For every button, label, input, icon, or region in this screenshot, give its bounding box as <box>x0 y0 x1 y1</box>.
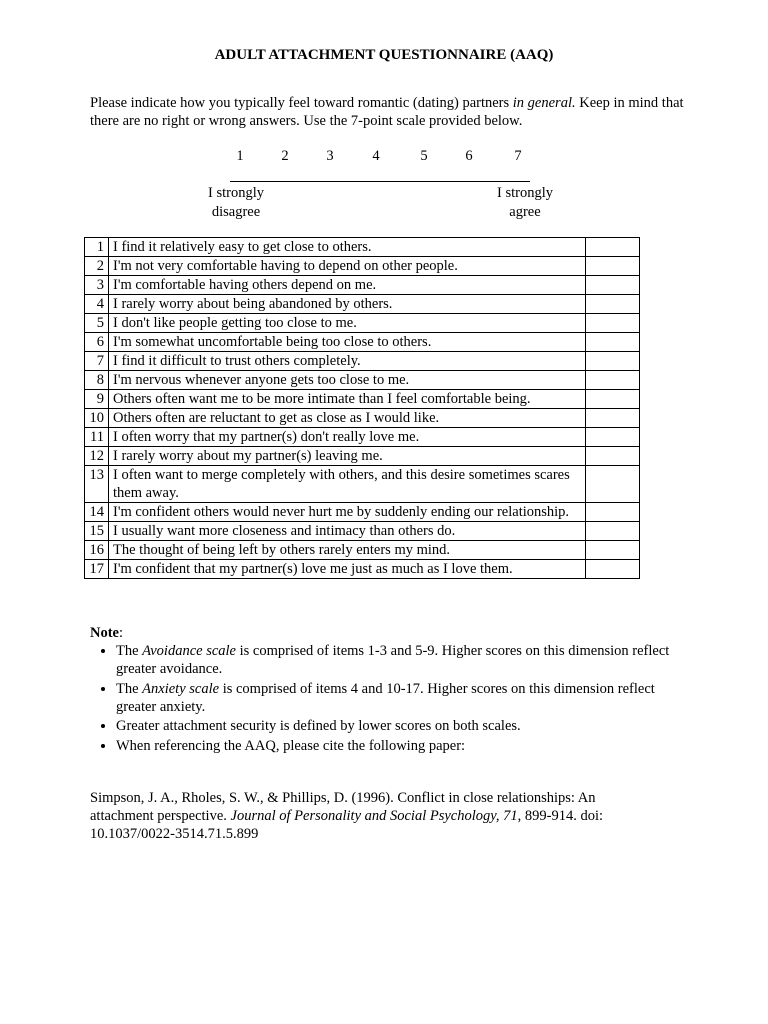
item-text: I'm comfortable having others depend on me. <box>109 276 586 295</box>
avoidance-scale-term: Avoidance scale <box>142 643 236 659</box>
questionnaire-table <box>84 237 640 579</box>
note-text: is comprised of items 1-3 and 5-9. Higher scores on this dimension reflect greater avoidance. <box>116 643 670 677</box>
note-list <box>90 642 690 755</box>
scale-point-7: 7 <box>514 148 522 164</box>
list-item <box>116 680 690 716</box>
scale-point-1: 1 <box>236 148 244 164</box>
response-cell[interactable] <box>586 447 640 466</box>
citation-journal: Journal of Personality and Social Psychology, 71 <box>230 808 518 824</box>
item-number: 14 <box>85 503 109 522</box>
item-number: 4 <box>85 295 109 314</box>
item-number: 7 <box>85 352 109 371</box>
note-label: Note <box>90 625 119 641</box>
table-row <box>85 295 640 314</box>
list-item <box>116 642 690 678</box>
table-row <box>85 522 640 541</box>
item-text: I usually want more closeness and intimacy than others do. <box>109 522 586 541</box>
item-text: I often worry that my partner(s) don't really love me. <box>109 428 586 447</box>
citation-authors: Simpson, J. A., Rholes, S. W., & Phillips, D. (1996). Conflict in close relationships: An attachment perspective. <box>90 790 596 824</box>
scale-label-disagree-line2: disagree <box>211 204 261 220</box>
scale-point-3: 3 <box>326 148 334 164</box>
instructions <box>90 94 690 130</box>
item-number: 15 <box>85 522 109 541</box>
note-text: The <box>116 643 143 659</box>
scale-point-5: 5 <box>420 148 428 164</box>
table-row <box>85 560 640 579</box>
list-item: • Greater attachment security is defined by lower scores on both scales. <box>116 717 690 735</box>
table-row <box>85 333 640 352</box>
response-cell[interactable] <box>586 466 640 503</box>
note-section <box>90 624 690 756</box>
table-row <box>85 390 640 409</box>
item-text: I'm confident that my partner(s) love me just as much as I love them. <box>109 560 586 579</box>
response-cell[interactable] <box>586 295 640 314</box>
table-row <box>85 428 640 447</box>
note-text: is comprised of items 4 and 10-17. Higher scores on this dimension reflect greater anxiety. <box>116 680 655 715</box>
item-number: 13 <box>85 466 109 503</box>
item-text: The thought of being left by others rarely enters my mind. <box>109 541 586 560</box>
scale-label-agree-line2: agree <box>509 204 541 220</box>
response-cell[interactable] <box>586 503 640 522</box>
item-text: Others often are reluctant to get as close as I would like. <box>109 409 586 428</box>
item-number: 3 <box>85 276 109 295</box>
item-text: Others often want me to be more intimate than I feel comfortable being. <box>109 390 586 409</box>
scale-point-6: 6 <box>465 148 473 164</box>
response-cell[interactable] <box>586 390 640 409</box>
item-text: I rarely worry about being abandoned by others. <box>109 295 586 314</box>
item-text: I'm somewhat uncomfortable being too close to others. <box>109 333 586 352</box>
item-text: I'm nervous whenever anyone gets too close to me. <box>109 371 586 390</box>
scale-point-2: 2 <box>281 148 289 164</box>
response-cell[interactable] <box>586 428 640 447</box>
response-cell[interactable] <box>586 333 640 352</box>
list-item: • When referencing the AAQ, please cite the following paper: <box>116 737 690 755</box>
table-row <box>85 257 640 276</box>
response-cell[interactable] <box>586 409 640 428</box>
item-number: 6 <box>85 333 109 352</box>
item-text: I often want to merge completely with others, and this desire sometimes scares them away. <box>109 466 586 503</box>
table-row <box>85 541 640 560</box>
table-row <box>85 409 640 428</box>
instructions-text-start: Please indicate how you typically feel toward romantic (dating) partners <box>90 95 513 111</box>
item-number: 1 <box>85 238 109 257</box>
table-row <box>85 466 640 503</box>
item-number: 9 <box>85 390 109 409</box>
scale-label-disagree <box>200 184 272 222</box>
table-row <box>85 352 640 371</box>
item-number: 16 <box>85 541 109 560</box>
item-text: I find it relatively easy to get close to others. <box>109 238 586 257</box>
table-row <box>85 503 640 522</box>
response-cell[interactable] <box>586 522 640 541</box>
response-cell[interactable] <box>586 314 640 333</box>
note-text: The <box>116 680 143 697</box>
table-row <box>85 238 640 257</box>
instructions-emphasis: in general. <box>512 95 576 111</box>
item-number: 5 <box>85 314 109 333</box>
response-cell[interactable] <box>586 541 640 560</box>
item-text: I'm confident others would never hurt me by suddenly ending our relationship. <box>109 503 586 522</box>
instructions-text-end: Keep in mind that there are no right or wrong answers. Use the 7-point scale provided below. <box>90 95 684 129</box>
table-row <box>85 371 640 390</box>
item-number: 2 <box>85 257 109 276</box>
item-text: I find it difficult to trust others completely. <box>109 352 586 371</box>
citation-pages-doi: , 899-914. doi: 10.1037/0022-3514.71.5.899 <box>90 808 604 842</box>
response-cell[interactable] <box>586 352 640 371</box>
table-row <box>85 447 640 466</box>
scale-line <box>230 181 530 182</box>
item-text: I don't like people getting too close to me. <box>109 314 586 333</box>
response-cell[interactable] <box>586 560 640 579</box>
item-number: 12 <box>85 447 109 466</box>
scale-point-4: 4 <box>372 148 380 164</box>
note-colon: : <box>119 625 124 641</box>
item-text: I'm not very comfortable having to depend on other people. <box>109 257 586 276</box>
item-text: I rarely worry about my partner(s) leaving me. <box>109 447 586 466</box>
response-cell[interactable] <box>586 371 640 390</box>
page-title: ADULT ATTACHMENT QUESTIONNAIRE (AAQ) <box>214 47 554 63</box>
table-row <box>85 314 640 333</box>
item-number: 8 <box>85 371 109 390</box>
item-number: 11 <box>85 428 109 447</box>
note-heading <box>90 624 690 642</box>
response-cell[interactable] <box>586 238 640 257</box>
anxiety-scale-term: Anxiety scale <box>142 680 220 697</box>
response-cell[interactable] <box>586 276 640 295</box>
scale-label-agree <box>490 184 560 222</box>
table-row <box>85 276 640 295</box>
item-number: 17 <box>85 560 109 579</box>
scale-label-disagree-line1: I strongly <box>208 185 264 201</box>
scale-label-agree-line1: I strongly <box>497 185 553 201</box>
citation <box>90 789 650 843</box>
item-number: 10 <box>85 409 109 428</box>
response-cell[interactable] <box>586 257 640 276</box>
